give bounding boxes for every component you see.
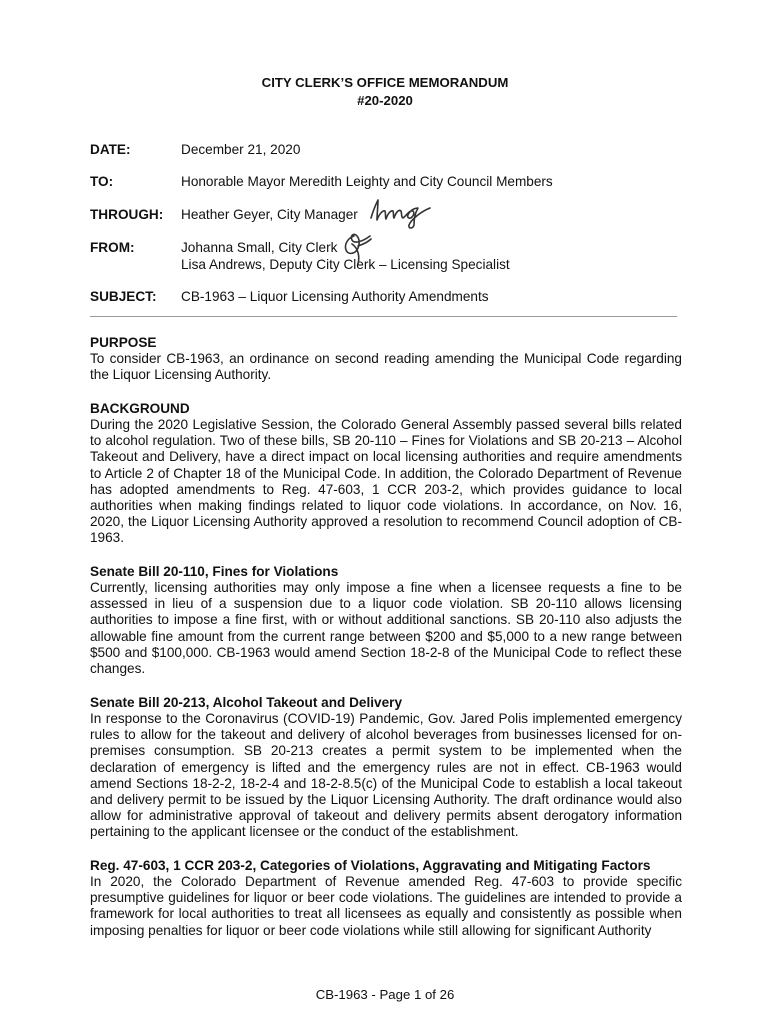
date-label: DATE: [90, 142, 131, 157]
reg-paragraph: In 2020, the Colorado Department of Revenue amended Reg. 47-603 to provide specific presumptive guidelines for liquor or beer code violations. The guidelines are intended to provide a framework for local authorities to treat all licensees as equally and consistently as possible when imposing penalties for liquor or beer code violations while still allowing for significant Authority [90, 874, 682, 938]
background-heading: BACKGROUND [90, 401, 190, 416]
header-divider [90, 316, 677, 317]
sb213-paragraph: In response to the Coronavirus (COVID-19) Pandemic, Gov. Jared Polis implemented emergency rules to allow for the takeout and delivery of alcohol beverages from businesses licensed for on-premises consumption. SB 20-213 creates a permit system to be implemented when the declaration of emergency is lifted and the emergency rules are not in effect. CB-1963 would amend Sections 18-2-2, 18-2-4 and 18-2-8.5(c) of the Municipal Code to establish a local takeout and delivery permit to be issued by the Liquor Licensing Authority. The draft ordinance would also allow for administrative approval of takeout and delivery permits absent derogatory information pertaining to the applicant licensee or the conduct of the establishment. [90, 711, 682, 840]
through-value: Heather Geyer, City Manager [181, 207, 358, 222]
sb110-heading: Senate Bill 20-110, Fines for Violations [90, 564, 339, 579]
city-clerk-signature [340, 230, 376, 272]
from-value-1: Johanna Small, City Clerk [181, 240, 338, 255]
subject-label: SUBJECT: [90, 289, 157, 304]
from-value-2: Lisa Andrews, Deputy City Clerk – Licensing Specialist [181, 257, 510, 272]
page-footer: CB-1963 - Page 1 of 26 [315, 987, 455, 1002]
through-label: THROUGH: [90, 207, 164, 222]
to-label: TO: [90, 174, 114, 189]
city-manager-signature [368, 196, 434, 232]
sb110-paragraph: Currently, licensing authorities may only impose a fine when a licensee requests a fine to be assessed in lieu of a suspension due to a liquor code violation. SB 20-110 allows licensing authorities to impose a fine first, with or without additional sanctions. SB 20-110 also adjusts the allowable fine amount from the current range between $200 and $5,000 to a new range between $500 and $100,000. CB-1963 would amend Section 18-2-8 of the Municipal Code to reflect these changes. [90, 580, 682, 677]
purpose-heading: PURPOSE [90, 335, 157, 350]
from-label: FROM: [90, 240, 135, 255]
reg-heading: Reg. 47-603, 1 CCR 203-2, Categories of Violations, Aggravating and Mitigating Factors [90, 858, 651, 873]
memo-title [0, 74, 770, 110]
purpose-paragraph: To consider CB-1963, an ordinance on second reading amending the Municipal Code regarding the Liquor Licensing Authority. [90, 351, 682, 383]
memo-number: #20-2020 [357, 93, 413, 108]
date-value: December 21, 2020 [181, 142, 301, 157]
memo-title-line-1: CITY CLERK’S OFFICE MEMORANDUM [261, 75, 509, 90]
background-paragraph: During the 2020 Legislative Session, the Colorado General Assembly passed several bills related to alcohol regulation. Two of these bills, SB 20-110 – Fines for Violations and SB 20-213 – Alcohol Takeout and Delivery, have a direct impact on local licensing authorities and require amendments to Article 2 of Chapter 18 of the Municipal Code. In addition, the Colorado Department of Revenue has adopted amendments to Reg. 47-603, 1 CCR 203-2, which provides guidance to local authorities when making findings related to liquor code violations. In accordance, on Nov. 16, 2020, the Liquor Licensing Authority approved a resolution to recommend Council adoption of CB-1963. [90, 417, 682, 546]
sb213-heading: Senate Bill 20-213, Alcohol Takeout and Delivery [90, 695, 403, 710]
subject-value: CB-1963 – Liquor Licensing Authority Amendments [181, 289, 489, 304]
to-value: Honorable Mayor Meredith Leighty and City Council Members [181, 174, 553, 189]
